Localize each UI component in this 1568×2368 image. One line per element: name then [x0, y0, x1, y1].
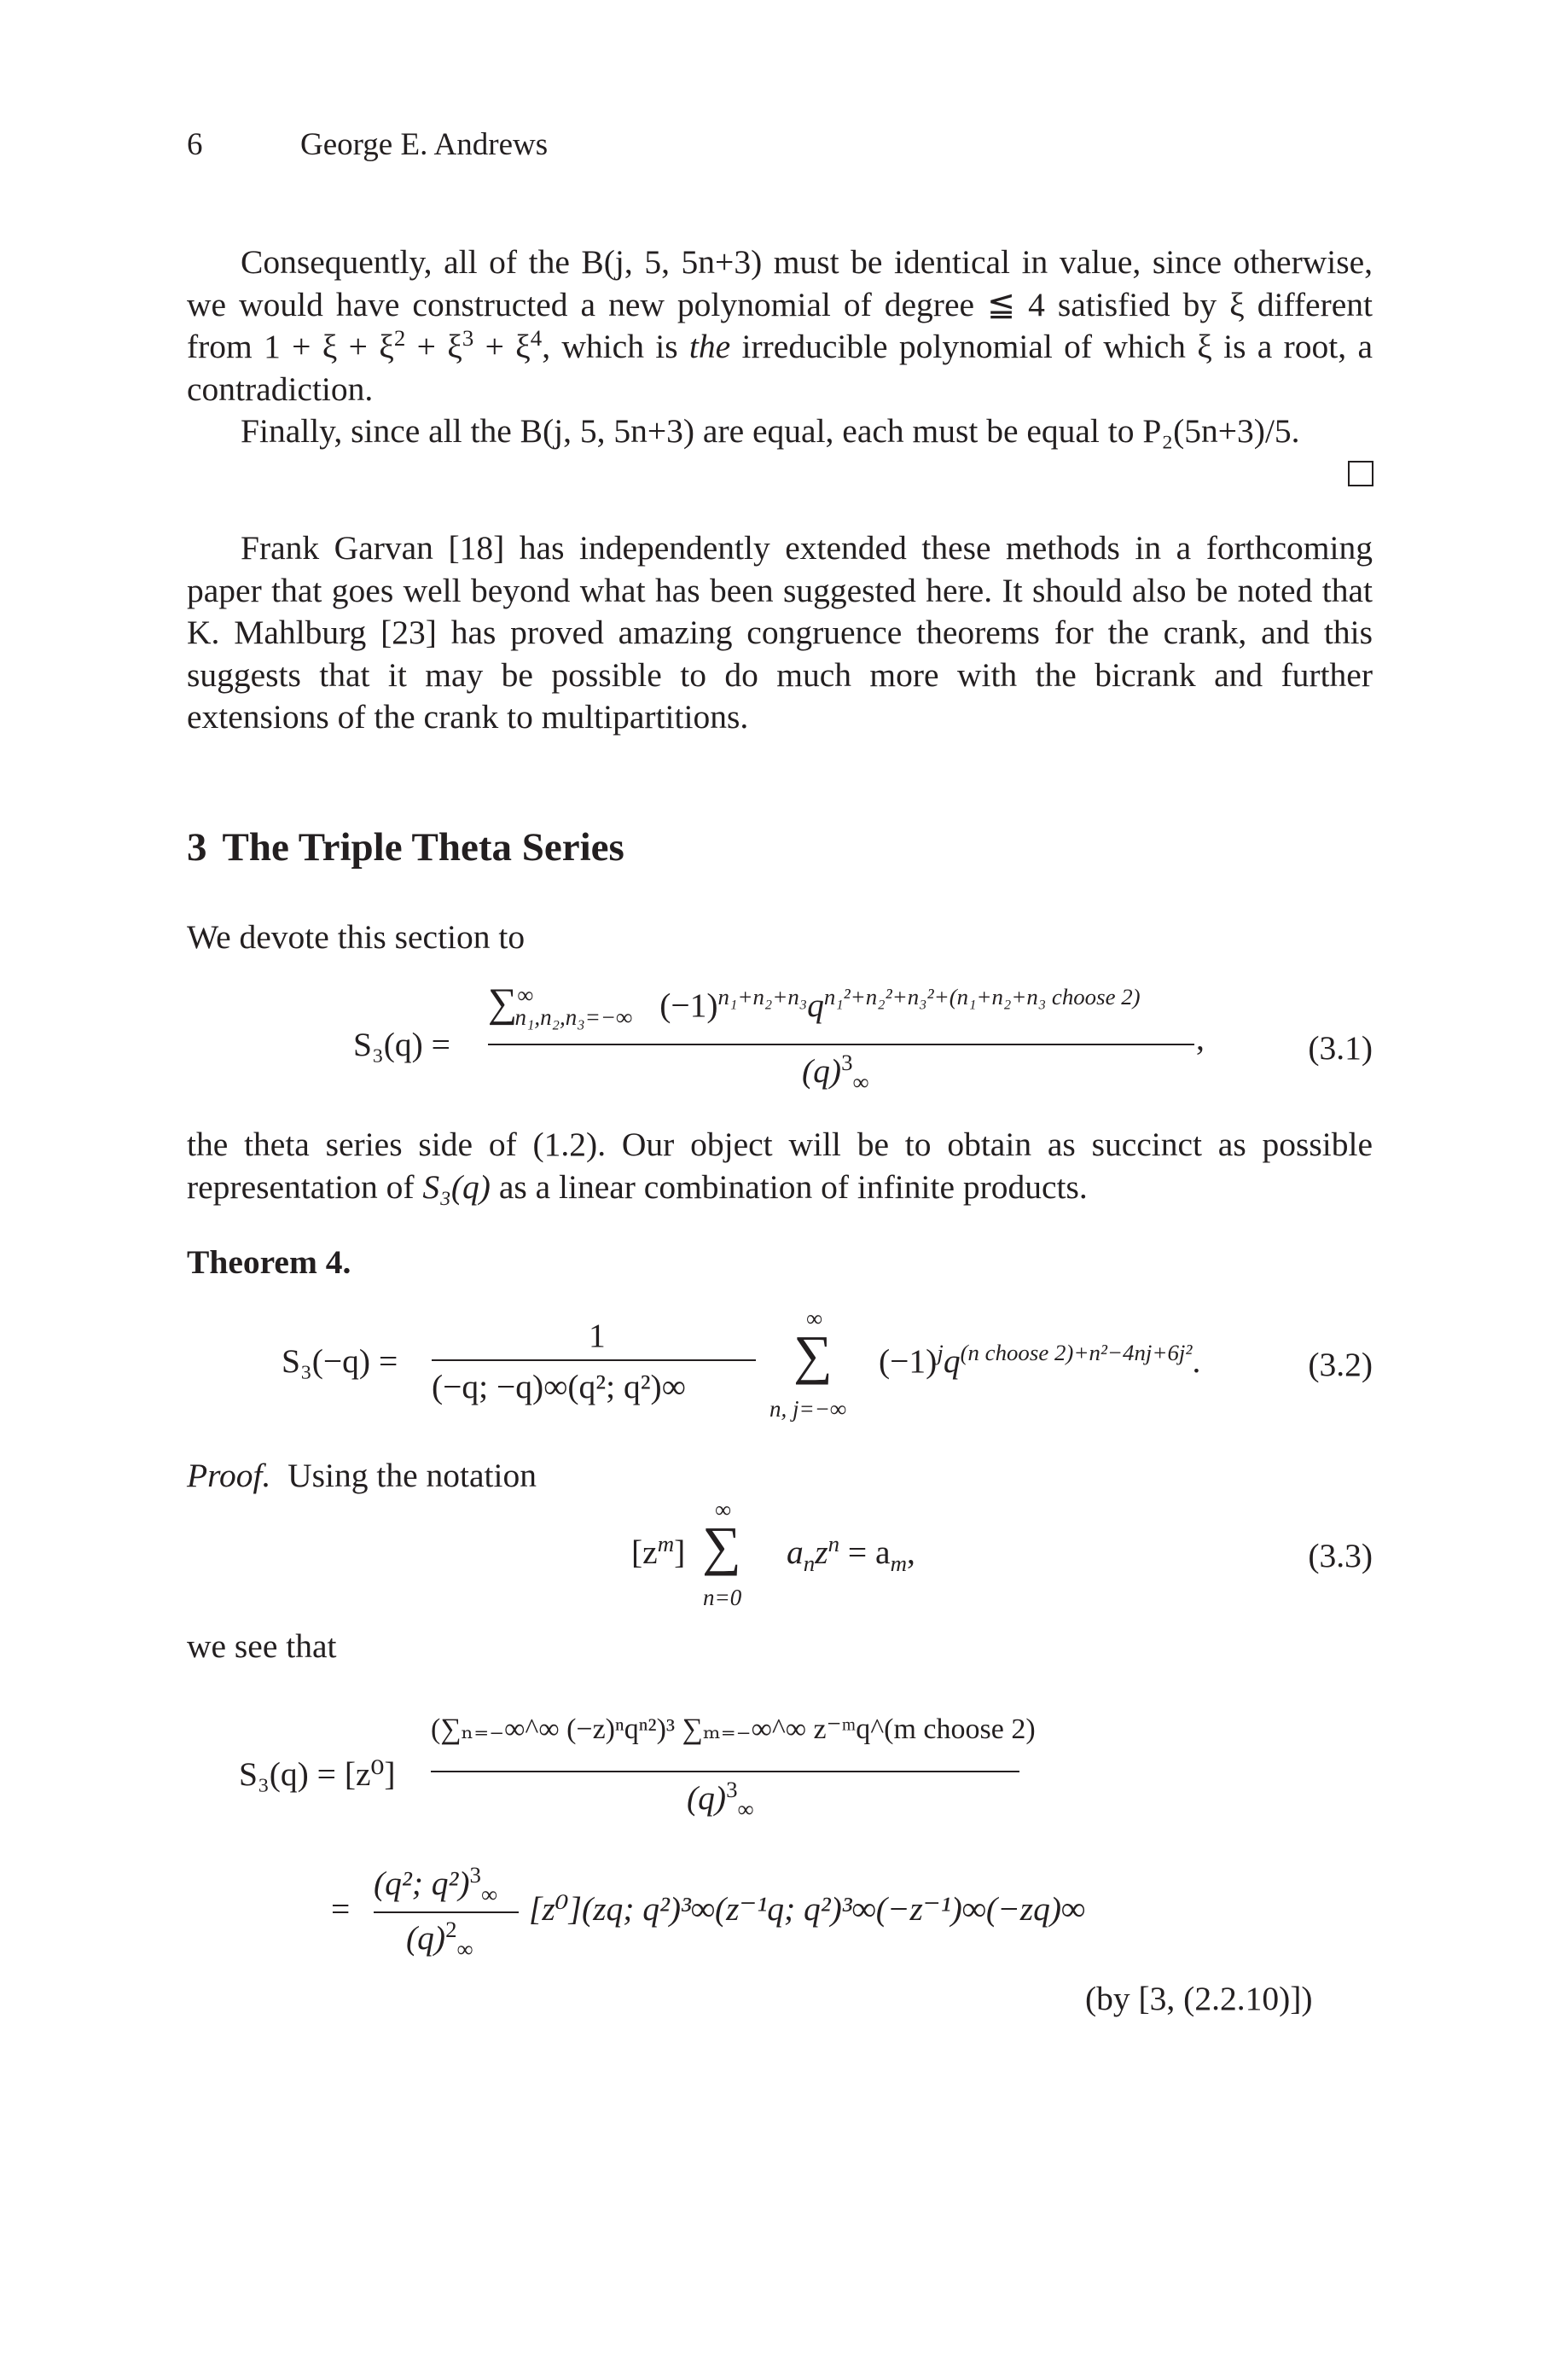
eq4-line2-fraction-bar [374, 1911, 519, 1913]
proof-line: Proof. Using the notation [187, 1457, 537, 1494]
eq4-line2-equals: = [331, 1890, 351, 1928]
eq4-reference: (by [3, (2.2.10)]) [1085, 1980, 1313, 2017]
eq1-lhs: S₃(q) = [353, 1026, 450, 1063]
eq2-numerator: 1 [589, 1317, 606, 1354]
eq2-denominator: (−q; −q)∞(q²; q²)∞ [432, 1368, 686, 1405]
eq1-fraction-bar [488, 1044, 1194, 1045]
eq3-rhs: $a_nz^n = a_m$, [787, 1530, 915, 1576]
running-head-author: George E. Andrews [300, 127, 549, 162]
eq4-line2-numerator: (q²; q²)$^3_\infty$ [374, 1861, 498, 1907]
eq4-lhs: S₃(q) = [z⁰] [239, 1755, 396, 1793]
eq2-sum-upper: ∞ [806, 1306, 823, 1331]
eq2-fraction-bar [432, 1359, 756, 1361]
paragraph-finally: Finally, since all the B(j, 5, 5n+3) are equal, each must be equal to P₂(5n+3)/5. [241, 412, 1300, 450]
eq1-comma: , [1196, 1020, 1205, 1057]
theorem-label: Theorem 4. [187, 1243, 351, 1281]
eq1-number: (3.1) [1308, 1029, 1373, 1067]
eq4-fraction-bar [431, 1771, 1019, 1772]
paragraph-consequently: Consequently, all of the B(j, 5, 5n+3) must be identical in value, since otherwise, we would have constructed a new polynomial of degree ≦ 4 satisfied by ξ different from $1 + \xi + \xi^2 + \xi^3 + \xi^4$, which is the irreducible polynomial of which ξ is a root, a contradiction. [187, 243, 1373, 408]
eq2-lhs: S₃(−q) = [282, 1342, 398, 1380]
intro-text: We devote this section to [187, 918, 526, 956]
section-title: The Triple Theta Series [222, 825, 624, 870]
eq3-sum-lower: n=0 [703, 1585, 742, 1610]
eq1-numerator: $\sum^\infty_{n_1,n_2,n_3=-\infty}$ $(-1)^{n_1+n_2+n_3}q^{n_1^2+n_2^2+n_3^2+(n_1+n_2+n_3 choose 2)}$ [488, 980, 1141, 1030]
paragraph-theta-side: the theta series side of (1.2). Our object will be to obtain as succinct as possible representation of S₃(q) as a linear combination of infinite products. [187, 1126, 1373, 1206]
section-number: 3 [187, 825, 207, 870]
paragraph-garvan: Frank Garvan [18] has independently extended these methods in a forthcoming paper that goes well beyond what has been suggested here. It should also be noted that K. Mahlburg [23] has proved amazing congruence theorems for the crank, and this suggests that it may be possible to do much more with the bicrank and further extensions of the crank to multipartitions. [187, 529, 1373, 736]
eq3-number: (3.3) [1308, 1537, 1373, 1574]
proof-label: Proof. [187, 1457, 271, 1494]
eq3-lhs: $[z^m]$ [631, 1530, 686, 1571]
eq4-denominator: $(q)^3_\infty$ [687, 1776, 754, 1822]
qed-symbol [1348, 461, 1373, 486]
page-number: 6 [187, 127, 203, 162]
eq4-line2-denominator: $(q)^2_\infty$ [406, 1916, 473, 1962]
eq2-sum-sign: ∑ [793, 1324, 833, 1385]
eq2-summand: $(-1)^jq^{(n choose 2)+n^2-4nj+6j^2}$. [879, 1339, 1201, 1380]
eq3-sum-sign: ∑ [702, 1516, 741, 1576]
eq3-sum-upper: ∞ [715, 1497, 732, 1522]
eq2-number: (3.2) [1308, 1346, 1373, 1383]
eq2-sum-lower: n, j=−∞ [769, 1396, 847, 1422]
eq1-denominator: $(q)^3_\infty$ [802, 1049, 869, 1095]
we-see-that: we see that [187, 1627, 337, 1665]
section-heading [187, 823, 624, 871]
eq4-line2-products: [z⁰](zq; q²)³∞(z⁻¹q; q²)³∞(−z⁻¹)∞(−zq)∞ [529, 1890, 1086, 1928]
eq4-numerator: (∑ₙ₌₋∞^∞ (−z)ⁿqⁿ²)³ ∑ₘ₌₋∞^∞ z⁻ᵐq^(m choose 2) [431, 1713, 1036, 1745]
